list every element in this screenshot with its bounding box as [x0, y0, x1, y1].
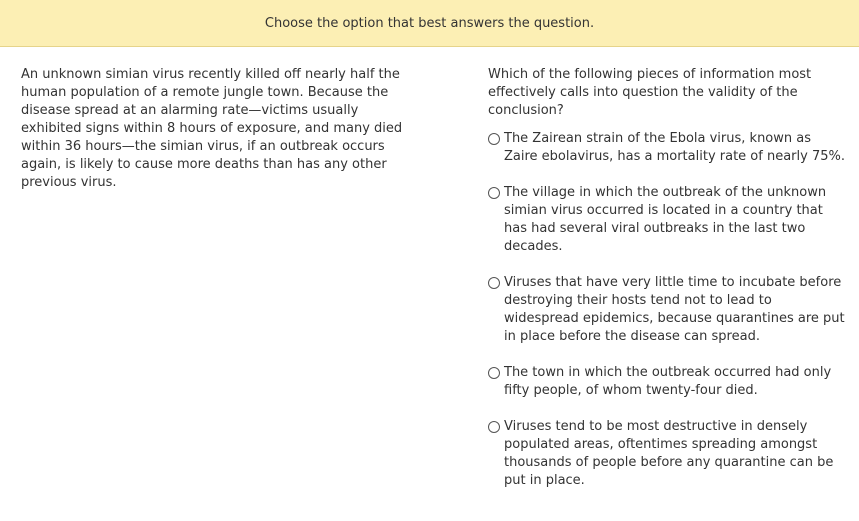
instruction-text: Choose the option that best answers the question.	[264, 15, 595, 31]
answer-option-label: The town in which the outbreak occurred had only fifty people, of whom twenty-four died.	[504, 365, 832, 398]
radio-button-icon[interactable]	[488, 187, 500, 199]
answer-option-e[interactable]	[488, 418, 848, 490]
radio-button-icon[interactable]	[488, 421, 500, 433]
question-stem: Which of the following pieces of information most effectively calls into question the validity of the conclusion?	[488, 67, 812, 118]
answer-option-label: Viruses tend to be most destructive in densely populated areas, oftentimes spreading amongst thousands of people before any quarantine can be put in place.	[504, 419, 834, 488]
radio-button-icon[interactable]	[488, 277, 500, 289]
radio-button-icon[interactable]	[488, 367, 500, 379]
answer-option-c[interactable]	[488, 274, 848, 346]
answer-option-label: The Zairean strain of the Ebola virus, known as Zaire ebolavirus, has a mortality rate of nearly 75%.	[504, 131, 845, 164]
passage-text: An unknown simian virus recently killed off nearly half the human population of a remote jungle town. Because the disease spread at an alarming rate—victims usually exhibited signs within 8 hours of exposure, and many died within 36 hours—the simian virus, if an outbreak occurs again, is likely to cause more deaths than has any other previous virus.	[21, 67, 403, 190]
answer-option-label: Viruses that have very little time to incubate before destroying their hosts tend not to lead to widespread epidemics, because quarantines are put in place before the disease can spread.	[504, 275, 845, 344]
instruction-banner	[0, 0, 859, 47]
answer-option-label: The village in which the outbreak of the unknown simian virus occurred is located in a country that has had several viral outbreaks in the last two decades.	[504, 185, 827, 254]
answer-option-a[interactable]	[488, 130, 848, 166]
radio-button-icon[interactable]	[488, 133, 500, 145]
answer-options	[488, 130, 848, 508]
answer-option-b[interactable]	[488, 184, 848, 256]
answer-option-d[interactable]	[488, 364, 848, 400]
